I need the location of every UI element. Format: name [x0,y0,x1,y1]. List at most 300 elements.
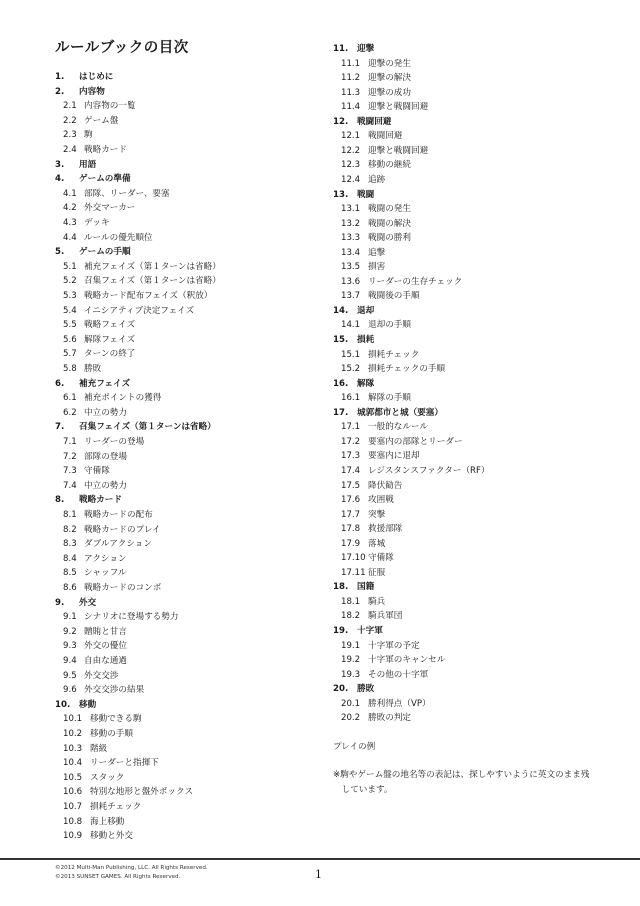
toc-entry[interactable] [55,420,216,434]
footer-divider [0,858,640,860]
toc-entry-number: 5.2 [63,276,77,287]
toc-entry[interactable] [63,114,118,128]
toc-entry-number: 19.1 [341,640,361,651]
copyright [55,864,208,882]
toc-entry-label: スタック [90,772,125,783]
toc-entry-label: 中立の勢力 [84,407,127,418]
toc-entry-label: 特別な地形と盤外ボックス [90,787,194,798]
toc-entry-label: 征服 [368,567,386,578]
toc-entry-label: 自由な通過 [84,656,127,666]
toc-entry-number: 2.2 [63,115,77,126]
toc-entry-label: 召集フェイズ（第１ターンは省略） [79,422,216,433]
toc-entry[interactable] [63,625,127,639]
toc-entry[interactable] [341,289,420,303]
toc-entry[interactable] [63,231,153,245]
toc-entry-number: 7.2 [63,451,77,462]
toc-entry[interactable] [55,85,105,99]
toc-entry-label: 戦略カードのコンボ [84,583,162,593]
toc-entry[interactable] [63,669,118,683]
toc-entry[interactable] [341,595,385,609]
toc-entry[interactable] [341,493,394,507]
toc-entry-number: 10.6 [63,787,83,798]
play-example-entry[interactable]: プレイの例 [333,742,376,752]
toc-entry-number: 13.5 [341,262,361,273]
toc-entry[interactable] [341,435,463,449]
toc-entry-label: 騎兵軍団 [368,611,403,622]
toc-entry[interactable] [333,188,374,202]
toc-entry[interactable] [63,391,161,405]
toc-entry[interactable] [63,216,110,230]
toc-entry-label: 救援部隊 [368,524,403,535]
toc-entry[interactable] [63,727,133,741]
toc-entry-number: 19.2 [341,655,361,666]
toc-entry[interactable] [63,523,161,537]
page-title: ルールブックの目次 [55,40,189,56]
toc-entry-number: 9.1 [63,612,77,623]
toc-entry[interactable] [341,275,462,289]
toc-entry[interactable] [341,711,411,725]
toc-entry-label: 補充ポイントの獲得 [84,393,162,404]
toc-entry-label: 贈賄と甘言 [84,626,127,637]
toc-entry-label: 損耗チェック [90,802,142,812]
toc-entry-label: 要塞内に退却 [368,451,420,462]
toc-entry-label: 戦闘後の手順 [368,291,420,302]
toc-entry-label: 部隊、リーダー、要塞 [84,188,170,199]
toc-entry[interactable] [341,609,402,623]
toc-entry[interactable] [55,245,131,259]
toc-entry-number: 9.3 [63,641,77,652]
toc-entry-number: 8.2 [63,524,77,535]
toc-entry-number: 4. [55,174,65,185]
toc-entry-label: 国籍 [357,582,375,593]
toc-entry[interactable] [63,581,161,595]
toc-entry-label: はじめに [79,72,114,82]
toc-entry[interactable] [63,260,221,274]
toc-entry-number: 12. [333,116,349,127]
toc-entry-number: 13.6 [341,276,361,287]
toc-entry-label: 守備隊 [84,466,110,477]
toc-entry-number: 5.3 [63,291,77,301]
toc-entry[interactable] [341,362,445,376]
toc-entry-number: 17.8 [341,524,361,535]
toc-entry[interactable] [63,552,127,566]
toc-entry-number: 4.4 [63,232,77,243]
toc-entry-label: ゲームの準備 [79,174,131,185]
toc-entry[interactable] [333,682,374,696]
toc-entry-label: 迎撃の成功 [368,87,411,98]
toc-entry-number: 11. [333,44,349,54]
toc-entry[interactable] [63,785,193,799]
toc-entry-label: 戦闘回避 [357,116,392,127]
toc-entry-label: 追跡 [368,174,386,185]
toc-entry[interactable] [341,318,411,332]
toc-entry-label: ダブルアクション [84,539,152,550]
toc-entry-label: 外交交渉 [84,670,119,681]
toc-entry-label: 勝敗 [84,364,102,374]
toc-entry[interactable] [341,71,411,85]
translation-note-line-2: しています。 [333,785,393,795]
toc-entry-label: 戦略カード配布フェイズ（釈放） [84,291,213,301]
toc-entry-label: 外交 [79,597,97,608]
toc-entry[interactable] [341,231,411,245]
toc-entry-number: 15.1 [341,349,361,360]
toc-entry-number: 10.3 [63,743,83,754]
toc-entry-number: 10.2 [63,729,83,739]
toc-entry[interactable] [63,742,107,756]
toc-entry-label: 戦闘の勝利 [368,233,411,244]
toc-entry-number: 11.2 [341,73,361,84]
toc-entry-number: 12.4 [341,174,361,185]
toc-entry[interactable] [341,464,490,478]
toc-entry[interactable] [63,347,135,361]
toc-entry-number: 2.1 [63,101,77,112]
toc-entry-label: 海上移動 [90,816,125,827]
toc-entry-number: 18.2 [341,611,361,622]
toc-entry-number: 8.3 [63,539,77,550]
toc-entry[interactable] [341,217,411,231]
toc-entry-number: 11.1 [341,58,361,69]
toc-entry[interactable] [341,522,402,536]
toc-entry[interactable] [63,289,212,303]
toc-entry[interactable] [341,158,411,172]
toc-entry[interactable] [341,57,411,71]
toc-entry[interactable] [63,508,153,522]
toc-entry-label: 退却 [357,305,375,316]
toc-entry-number: 5. [55,247,65,258]
toc-entry-label: リーダーの生存チェック [368,276,463,287]
toc-entry-label: 召集フェイズ（第１ターンは省略） [84,276,221,287]
toc-entry-number: 15. [333,335,349,345]
toc-entry-number: 18.1 [341,596,361,607]
toc-entry[interactable] [63,99,136,113]
toc-entry-number: 8. [55,495,65,506]
toc-entry[interactable] [341,391,411,405]
toc-entry[interactable] [63,187,170,201]
toc-entry-label: 守備隊 [368,553,394,564]
toc-entry[interactable] [63,318,135,332]
toc-entry-number: 13.2 [341,218,361,229]
toc-entry-number: 10.1 [63,714,83,725]
toc-entry[interactable] [63,566,126,580]
toc-entry-label: ゲームの手順 [79,247,131,258]
toc-entry-label: 外交の優位 [84,641,127,652]
toc-entry[interactable] [63,639,127,653]
toc-entry-number: 5.4 [63,305,77,316]
toc-entry-number: 11.3 [341,87,361,98]
toc-entry-label: 補充フェイズ [79,378,131,389]
toc-entry-number: 9.4 [63,656,77,666]
toc-entry[interactable] [341,449,420,463]
toc-entry-label: 戦略カード [79,495,122,506]
toc-entry-label: レジスタンスファクター（RF） [368,465,490,476]
toc-entry-label: 外交マーカー [84,203,136,214]
toc-entry-label: 突撃 [368,509,386,520]
toc-entry-number: 10.8 [63,816,83,827]
toc-entry-label: 戦略カードのプレイ [84,524,161,535]
toc-entry-label: 攻囲戦 [368,495,394,506]
toc-entry[interactable] [55,377,130,391]
toc-entry-number: 12.2 [341,145,361,156]
toc-entry-label: 解隊フェイズ [84,334,136,345]
toc-entry-number: 6.2 [63,407,77,418]
toc-entry-label: 要塞内の部隊とリーダー [368,436,463,447]
toc-entry-number: 17.3 [341,451,361,462]
toc-entry-number: 13.1 [341,204,361,215]
toc-entry-label: 移動できる駒 [90,714,142,725]
toc-entry[interactable] [341,144,428,158]
toc-entry-label: 退却の手順 [368,320,411,331]
toc-entry-number: 6. [55,378,65,389]
toc-entry-label: リーダーと指揮下 [90,758,159,769]
toc-entry[interactable] [341,129,402,143]
toc-entry-number: 14. [333,305,349,316]
toc-entry[interactable] [333,580,374,594]
toc-entry-number: 7.3 [63,466,77,477]
toc-entry-number: 19. [333,626,349,636]
toc-entry-label: シナリオに登場する勢力 [84,612,179,623]
toc-entry[interactable] [341,86,411,100]
toc-entry[interactable] [63,450,127,464]
toc-entry[interactable] [333,377,374,391]
toc-entry[interactable] [63,362,101,376]
toc-entry[interactable] [55,596,96,610]
toc-entry-number: 1. [55,72,65,82]
toc-entry-number: 17.11 [341,567,366,578]
toc-entry-label: 内容物 [79,86,105,97]
toc-entry-label: ルールの優先順位 [84,232,153,243]
toc-entry-label: 内容物の一覧 [84,101,136,112]
toc-entry[interactable] [341,537,385,551]
toc-entry[interactable] [341,100,428,114]
toc-entry-number: 3. [55,159,65,170]
toc-entry-label: 損耗チェックの手順 [368,364,446,375]
toc-entry[interactable] [341,639,420,653]
toc-entry[interactable] [63,610,178,624]
toc-entry-label: 戦闘の発生 [368,204,411,215]
toc-entry-number: 7.4 [63,480,77,491]
toc-entry-number: 13.7 [341,291,361,302]
toc-entry-label: 部隊の登場 [84,451,127,462]
toc-entry-number: 2.4 [63,145,77,155]
toc-entry-number: 17.10 [341,553,366,564]
toc-entry[interactable] [341,653,445,667]
toc-entry-label: 城郭都市と城（要塞） [357,407,443,418]
toc-entry-label: 戦闘の解決 [368,218,411,229]
toc-entry-label: 迎撃と戦闘回避 [368,145,429,156]
toc-entry-label: 中立の勢力 [84,480,127,491]
toc-entry-label: 十字軍 [357,626,383,636]
toc-entry-number: 4.1 [63,188,77,199]
toc-entry-number: 20.2 [341,713,361,724]
toc-entry-number: 11.4 [341,102,361,113]
toc-entry-number: 10.7 [63,802,83,812]
toc-entry-label: 損害 [368,262,386,273]
toc-entry[interactable] [341,668,428,682]
toc-entry-number: 20.1 [341,698,361,709]
toc-entry[interactable] [341,551,394,565]
toc-entry-label: 十字軍のキャンセル [368,655,446,666]
toc-entry-label: 一般的なルール [368,422,428,433]
toc-entry-number: 9.6 [63,685,77,696]
toc-entry[interactable] [63,201,135,215]
toc-entry-number: 10.5 [63,772,83,783]
translation-note-line-1: ※駒やゲーム盤の地名等の表記は、探しやすいように英文のまま残 [333,770,590,780]
toc-entry[interactable] [63,464,110,478]
toc-entry-number: 13.4 [341,247,361,258]
toc-entry-label: 勝敗の判定 [368,713,411,724]
toc-entry[interactable] [341,246,385,260]
toc-entry[interactable] [55,172,131,186]
toc-entry-number: 17.9 [341,538,361,549]
toc-entry-number: 7. [55,422,65,433]
toc-entry-label: 用語 [79,159,97,170]
toc-entry[interactable] [63,435,144,449]
toc-entry-label: 外交交渉の結果 [84,685,145,696]
toc-entry[interactable] [63,654,127,668]
translation-note [333,768,623,798]
toc-entry-number: 17.6 [341,495,361,506]
toc-entry[interactable] [63,143,127,157]
toc-entry-number: 5.5 [63,320,77,331]
toc-entry-number: 14.1 [341,320,361,331]
toc-entry-number: 10. [55,699,71,710]
toc-entry[interactable] [341,202,411,216]
toc-entry-number: 17.1 [341,422,361,433]
toc-entry[interactable] [55,70,113,84]
toc-entry[interactable] [341,566,385,580]
toc-entry-label: 戦闘 [357,189,375,200]
toc-entry-number: 16. [333,378,349,389]
toc-entry[interactable] [63,712,142,726]
toc-entry-label: 階級 [90,743,108,754]
toc-entry-number: 2.3 [63,130,77,141]
toc-entry-label: アクション [84,553,127,564]
toc-entry[interactable] [63,333,135,347]
toc-entry[interactable] [63,479,127,493]
toc-entry-number: 2. [55,86,65,97]
toc-entry[interactable] [341,508,385,522]
toc-entry-number: 6.1 [63,393,77,404]
toc-entry-number: 12.1 [341,131,361,142]
toc-entry[interactable] [341,173,385,187]
toc-entry-label: 移動と外交 [90,831,133,842]
toc-entry-number: 8.5 [63,568,77,579]
toc-entry-label: 騎兵 [368,596,386,607]
toc-entry-number: 20. [333,684,349,695]
toc-entry-label: 降伏勧告 [368,480,403,491]
toc-entry-number: 17. [333,407,349,418]
toc-entry[interactable] [63,128,93,142]
toc-entry-number: 10.4 [63,758,83,769]
toc-entry[interactable] [63,829,133,843]
copyright-line-2: ©2013 SUNSET GAMES. All Rights Reserved. [55,874,181,880]
toc-entry-number: 4.2 [63,203,77,214]
toc-entry[interactable] [63,274,221,288]
toc-entry-number: 5.6 [63,334,77,345]
toc-entry[interactable] [63,537,152,551]
toc-entry[interactable] [341,697,431,711]
toc-entry-number: 12.3 [341,160,361,171]
toc-entry[interactable] [333,115,391,129]
toc-entry-number: 8.4 [63,553,77,564]
toc-entry-label: 損耗チェック [368,349,420,360]
toc-entry-number: 5.8 [63,364,77,374]
toc-entry[interactable] [63,800,141,814]
toc-entry-number: 9.5 [63,670,77,681]
toc-entry-number: 17.5 [341,480,361,491]
toc-entry[interactable] [341,348,419,362]
toc-entry-label: シャッフル [84,568,127,579]
toc-entry-label: 十字軍の予定 [368,640,420,651]
toc-entry-label: 損耗 [357,335,375,345]
toc-entry-number: 17.2 [341,436,361,447]
toc-entry-number: 9. [55,597,65,608]
toc-entry-number: 9.2 [63,626,77,637]
toc-entry-number: 16.1 [341,393,361,404]
toc-entry-number: 5.7 [63,349,77,360]
toc-entry-label: ゲーム盤 [84,115,119,126]
toc-entry[interactable] [333,304,374,318]
toc-entry-number: 17.4 [341,465,361,476]
toc-entry[interactable] [55,493,122,507]
toc-entry-number: 7.1 [63,437,77,447]
toc-entry-number: 15.2 [341,364,361,375]
toc-entry-label: 勝敗 [357,684,375,695]
toc-entry-label: 迎撃 [357,44,375,54]
toc-entry-label: 補充フェイズ（第１ターンは省略） [84,261,221,272]
toc-entry[interactable] [341,260,385,274]
toc-entry-label: 落城 [368,538,386,549]
page-number: 1 [315,868,322,881]
toc-entry-number: 5.1 [63,261,77,272]
toc-entry[interactable] [63,683,144,697]
toc-entry-label: 迎撃の解決 [368,73,411,84]
toc-entry[interactable] [63,815,124,829]
toc-entry-label: 追撃 [368,247,386,258]
toc-entry-label: 解隊 [357,378,375,389]
toc-entry-label: 戦略カード [84,145,127,155]
toc-entry-label: 戦略フェイズ [84,320,136,331]
toc-entry-number: 19.3 [341,669,361,680]
toc-entry-label: 戦略カードの配布 [84,510,153,520]
toc-entry-label: 迎撃の発生 [368,58,411,69]
toc-entry-number: 8.6 [63,583,77,593]
toc-entry-label: 移動 [79,699,97,710]
toc-entry[interactable] [341,479,402,493]
toc-entry[interactable] [333,42,374,56]
toc-entry-label: 迎撃と戦闘回避 [368,102,429,113]
toc-entry[interactable] [63,406,127,420]
toc-entry-label: 駒 [84,130,93,141]
toc-entry[interactable] [333,406,443,420]
toc-entry-number: 13. [333,189,349,200]
toc-entry[interactable] [55,698,96,712]
toc-entry-label: 移動の手順 [90,729,133,739]
toc-entry-number: 13.3 [341,233,361,244]
toc-entry-number: 17.7 [341,509,361,520]
toc-entry[interactable] [63,771,124,785]
toc-entry[interactable] [333,333,374,347]
toc-entry[interactable] [63,756,159,770]
toc-entry[interactable] [333,624,383,638]
toc-entry[interactable] [341,420,428,434]
toc-entry-label: 解隊の手順 [368,393,411,404]
toc-entry-label: 移動の継続 [368,160,411,171]
toc-entry[interactable] [55,158,96,172]
toc-entry[interactable] [63,304,194,318]
toc-entry-label: リーダーの登場 [84,437,145,447]
copyright-line-1: ©2012 Multi-Man Publishing, LLC. All Rights Reserved. [55,865,208,871]
